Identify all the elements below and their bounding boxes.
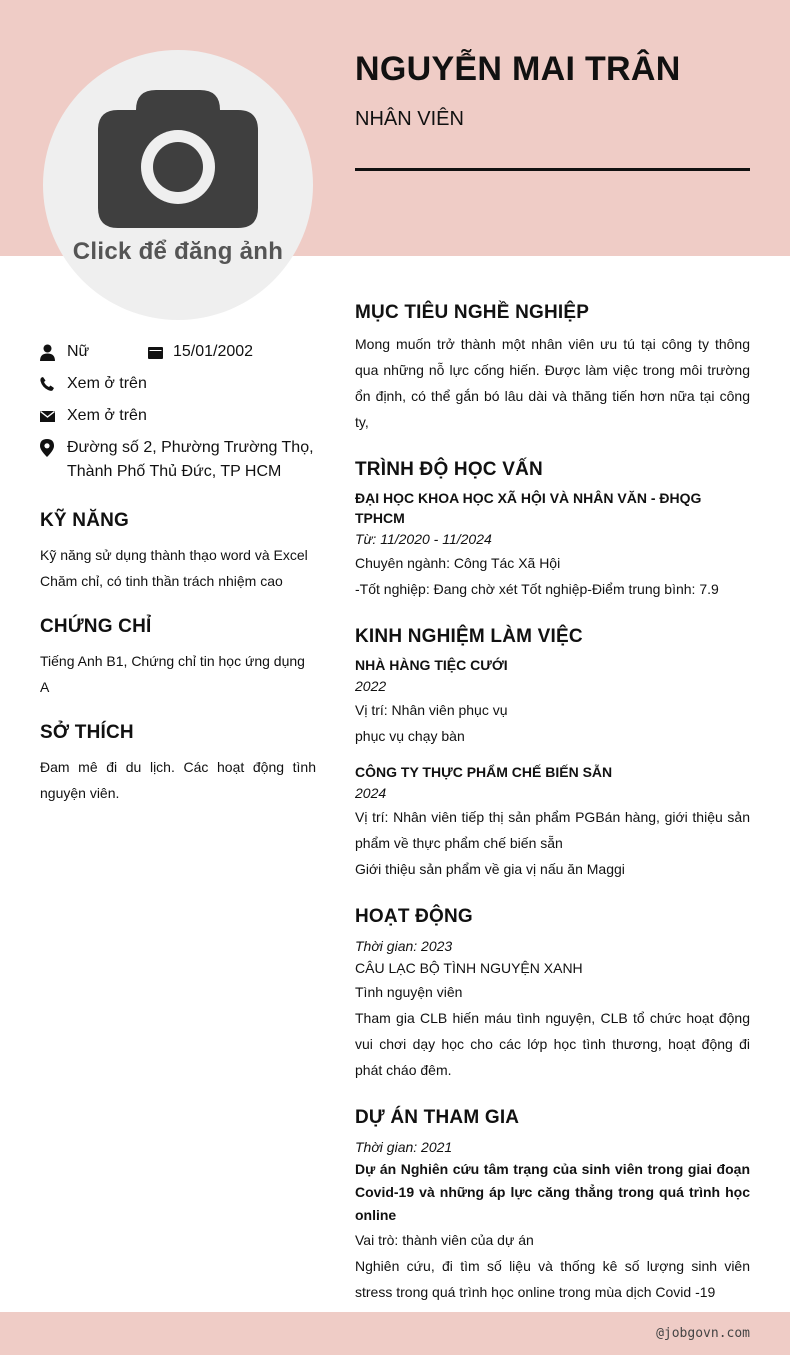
calendar-icon xyxy=(148,340,173,364)
address-line-2: Thành Phố Thủ Đức, TP HCM xyxy=(67,463,282,480)
activity-org: CÂU LẠC BỘ TÌNH NGUYỆN XANH xyxy=(355,960,583,976)
project-description: Nghiên cứu, đi tìm số liệu và thống kê số lượng sinh viên stress trong quá trình học online trong mùa dịch Covid -19 xyxy=(355,1258,750,1300)
certificates-title: CHỨNG CHỈ xyxy=(40,616,152,637)
skills-title: KỸ NĂNG xyxy=(40,510,130,531)
job-company: NHÀ HÀNG TIỆC CƯỚI xyxy=(355,657,508,673)
education-title: TRÌNH ĐỘ HỌC VẤN xyxy=(355,459,543,480)
job-company: CÔNG TY THỰC PHẨM CHẾ BIẾN SẴN xyxy=(355,764,613,780)
experience-title: KINH NGHIỆM LÀM VIỆC xyxy=(355,626,583,647)
gender-dob-row xyxy=(40,340,316,364)
person-icon xyxy=(40,340,67,364)
skills-list xyxy=(40,542,316,594)
location-pin-icon xyxy=(40,436,67,460)
photo-upload[interactable] xyxy=(43,50,313,320)
gender-value: Nữ xyxy=(67,343,90,360)
header-divider xyxy=(355,168,750,171)
skill-item: Kỹ năng sử dụng thành thạo word và Excel xyxy=(40,547,308,563)
phone-row xyxy=(40,372,316,396)
candidate-role: NHÂN VIÊN xyxy=(355,108,464,130)
address-row xyxy=(40,436,316,484)
project-name: Dự án Nghiên cứu tâm trạng của sinh viên trong giai đoạn Covid-19 và những áp lực căng thẳng trong quá trình học online xyxy=(355,1161,750,1223)
hobbies-title: SỞ THÍCH xyxy=(40,722,134,743)
job-entry xyxy=(355,655,750,749)
activity-role: Tình nguyện viên xyxy=(355,984,463,1000)
project-role: Vai trò: thành viên của dự án xyxy=(355,1232,534,1248)
objective-title: MỤC TIÊU NGHỀ NGHIỆP xyxy=(355,302,590,323)
phone-icon xyxy=(40,372,67,396)
footer-brand: @jobgovn.com xyxy=(656,1326,750,1341)
job-description: Giới thiệu sản phẩm về gia vị nấu ăn Maggi xyxy=(355,861,625,877)
projects-title: DỰ ÁN THAM GIA xyxy=(355,1107,520,1128)
activities-title: HOẠT ĐỘNG xyxy=(355,906,473,927)
job-description: phục vụ chạy bàn xyxy=(355,728,465,744)
email-value: Xem ở trên xyxy=(67,407,147,424)
hobbies-text: Đam mê đi du lịch. Các hoạt động tình nguyện viên. xyxy=(40,759,316,801)
left-column xyxy=(40,340,316,806)
right-column xyxy=(355,302,750,1305)
candidate-name: NGUYỄN MAI TRÂN xyxy=(355,50,681,88)
address-value xyxy=(67,436,314,484)
email-row xyxy=(40,404,316,428)
activity-description: Tham gia CLB hiến máu tình nguyện, CLB tổ chức hoạt động vui chơi dạy học cho các lớp học tình thương, hoạt động đi phát cháo đêm. xyxy=(355,1010,750,1078)
education-period: Từ: 11/2020 - 11/2024 xyxy=(355,531,492,547)
job-entry xyxy=(355,762,750,882)
objective-text: Mong muốn trở thành một nhân viên ưu tú tại công ty thông qua những nỗ lực cống hiến. Được làm việc trong môi trường ổn định, có thể gắn bó lâu dài và thăng tiến hơn nữa tại công ty, xyxy=(355,336,750,430)
job-position: Vị trí: Nhân viên tiếp thị sản phẩm PGBán hàng, giới thiệu sản phẩm về thực phẩm chế biến sẵn xyxy=(355,809,750,851)
skill-item: Chăm chỉ, có tinh thần trách nhiệm cao xyxy=(40,573,283,589)
email-icon xyxy=(40,404,67,428)
phone-value: Xem ở trên xyxy=(67,375,147,392)
address-line-1: Đường số 2, Phường Trường Thọ, xyxy=(67,439,314,456)
project-time: Thời gian: 2021 xyxy=(355,1139,453,1155)
job-year: 2024 xyxy=(355,785,387,801)
photo-upload-label: Click để đăng ảnh xyxy=(72,238,284,265)
school-name: ĐẠI HỌC KHOA HỌC XÃ HỘI VÀ NHÂN VĂN - ĐHQG TPHCM xyxy=(355,490,702,526)
job-year: 2022 xyxy=(355,678,387,694)
camera-icon xyxy=(98,88,258,228)
education-graduation: -Tốt nghiệp: Đang chờ xét Tốt nghiệp-Điểm trung bình: 7.9 xyxy=(355,581,719,597)
education-major: Chuyên ngành: Công Tác Xã Hội xyxy=(355,555,561,571)
dob-value: 15/01/2002 xyxy=(173,343,254,360)
certificates-text: Tiếng Anh B1, Chứng chỉ tin học ứng dụng A xyxy=(40,653,305,695)
activity-time: Thời gian: 2023 xyxy=(355,938,453,954)
job-position: Vị trí: Nhân viên phục vụ xyxy=(355,702,508,718)
